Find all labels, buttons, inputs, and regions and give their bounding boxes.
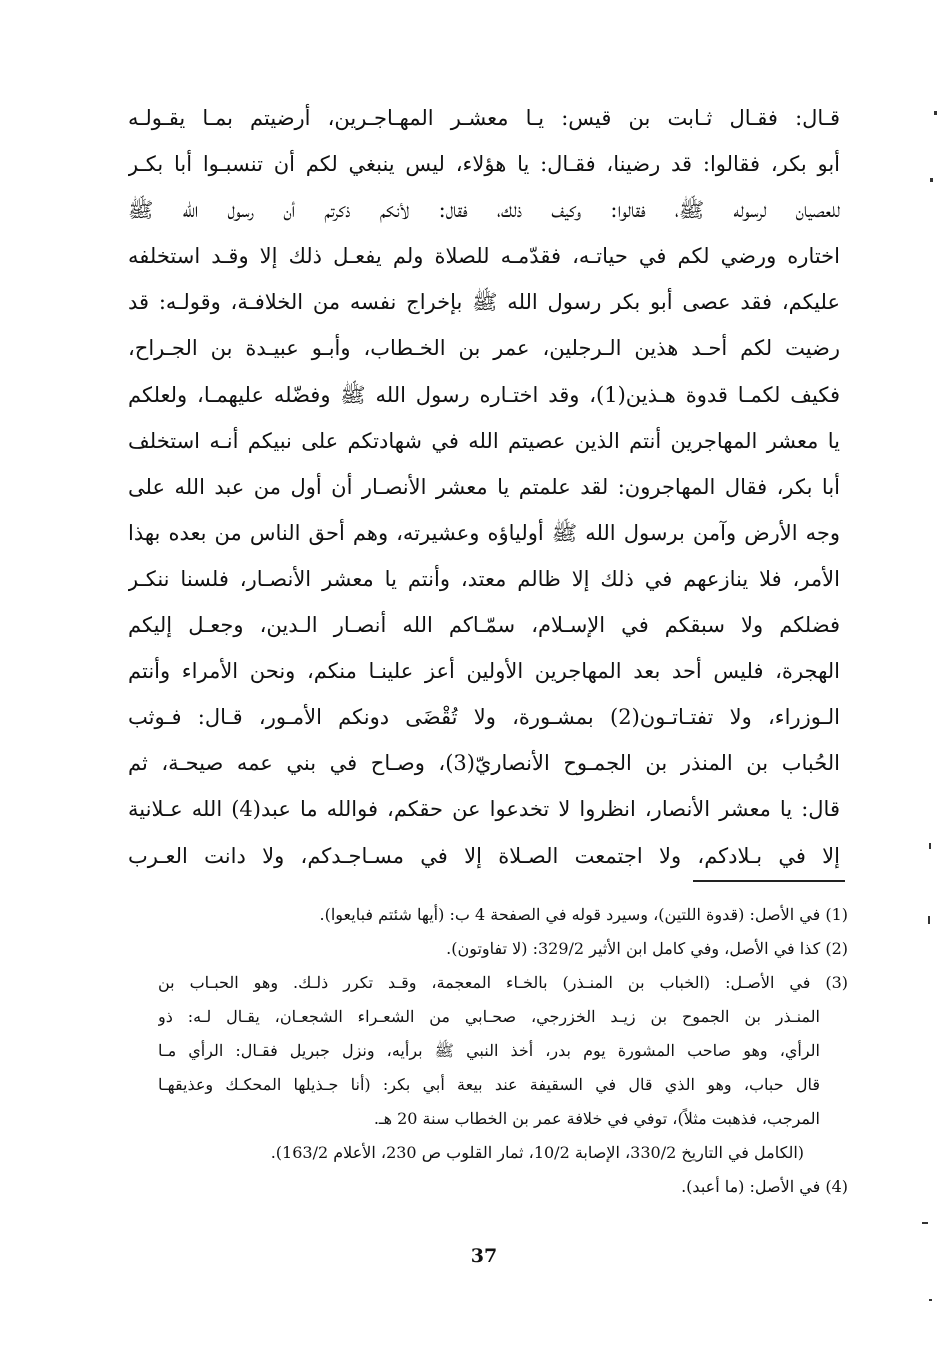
footnote-separator [693, 880, 845, 882]
main-text-line: الحُباب بن المنذر بن الجمـوح الأنصاريّ(3)، وصـاح في بني عمه صيحـة، ثم [128, 751, 840, 776]
main-text-line: الـوزراء، ولا تفتـاتـون(2) بمشـورة، ولا تُقْضَى دونكم الأمـور، قـال: فـوثب [128, 705, 840, 730]
main-text-line: للعصيان لرسوله ﷺ، فقالوا: وكيف ذلك، فقال: لأنكم ذكرتم أن رسول الله ﷺ [128, 198, 840, 223]
main-text-line: أبو بكر، فقالوا: قد رضينا، فقـال: يا هؤلاء، ليس ينبغي لكم أن تنسبـوا أبا بكـر [128, 152, 840, 177]
scan-speck [929, 1299, 932, 1301]
main-text-line: رضيت لكم أحـد هذين الـرجلين، عمر بن الخـطاب، وأبـو عبيـدة بن الجـراح، [128, 336, 840, 361]
footnote-line: (4) في الأصل: (ما أعبد). [681, 1177, 848, 1196]
main-text-line: إلا في بـلادكم، ولا اجتمعت الصـلاة إلا في مسـاجـدكم، ولا دانت العـرب [128, 843, 840, 868]
scan-speck [922, 1222, 928, 1224]
footnote-line: المنـذر بن الجموح بن زيـد الخزرجي، صحـابي من الشعـراء الشجعـان، يقـال لـه: ذو [158, 1007, 820, 1026]
main-text-line: قال: يا معشر الأنصار، انظروا لا تخدعوا عن حقكم، فوالله ما عبد(4) الله عـلانية [128, 797, 840, 822]
main-text-block [128, 95, 840, 879]
footnotes-block [158, 898, 848, 1204]
main-text-line: فضلكم ولا سبقكم في الإسـلام، سمّـاكم الله أنصـار الـدين، وجعـل إليكم [128, 613, 840, 638]
main-text-line: قـال: فقـال ثـابت بن قيس: يـا معشـر المهـاجـرين، أرضيتم بمـا يقـولـه [128, 106, 840, 130]
footnote-line: المرجب، فذهبت مثلاً)، توفي في خلافة عمر بن الخطاب سنة 20 هـ. [373, 1109, 820, 1128]
footnote-line: (1) في الأصل: (قدوة اللتين)، وسيرد قوله في الصفحة 4 ب: (أيها شئتم فبايعوا). [319, 905, 848, 924]
main-text-line: عليكم، فقد عصى أبو بكر رسول الله ﷺ بإخراج نفسه من الخلافـة، وقولـه: قد [128, 290, 840, 315]
main-text-line: يا معشر المهاجرين أنتم الذين عصيتم الله في شهادتكم على نبيكم أنـه استخلف [128, 428, 840, 453]
scan-speck [929, 843, 931, 849]
footnote-line: الرأي، وهو صاحب المشورة يوم بدر، أخذ النبي ﷺ برأيه، ونزل جبريل فقـال: الرأي مـا [158, 1041, 820, 1060]
scan-speck [928, 916, 930, 924]
footnote-line: قال حباب، وهو الذي قال في السقيفة عند بيعة أبي بكر: (أنا جـذيلها المحكـك وعذيقهـا [158, 1075, 821, 1094]
main-text-line: الأمر، فلا ينازعهم في ذلك إلا ظالم معتد، وأنتم يا معشر الأنصـار، فلسنا ننكـر [128, 566, 840, 591]
footnote-line: (3) في الأصـل: (الخباب بن المنـذر) بالخـاء المعجمة، وقـد تكرر ذلـك. وهو الحبـاب بن [158, 973, 848, 992]
page-number: 37 [470, 1245, 498, 1267]
footnote-citation-line: (الكامل في التاريخ 330/2، الإصابة 10/2، ثمار القلوب ص 230، الأعلام 163/2). [270, 1143, 804, 1162]
scan-speck [930, 178, 933, 182]
footnote-line: (2) كذا في الأصل، وفي كامل ابن الأثير 329/2: (لا تفاوتون). [446, 939, 848, 958]
main-text-line: الهجرة، فليس أحد بعد المهاجرين الأولين أعز علينـا منكم، ونحن الأمراء وأنتم [128, 659, 840, 684]
main-text-line: فكيف لكمـا قدوة هـذين(1)، وقد اختـاره رسول الله ﷺ وفضّله عليهمـا، ولعلكم [128, 382, 840, 407]
main-text-line: أبا بكر، فقال المهاجرون: لقد علمتم يا معشر الأنصـار أن أول من عبد الله على [128, 474, 840, 499]
main-text-line: اختاره ورضي لكم في حياتـه، فقدّمـه للصلاة ولم يفعـل ذلك إلا وقـد استخلفه [128, 244, 840, 269]
scan-speck [934, 111, 937, 115]
main-text-line: وجه الأرض وآمن برسول الله ﷺ أولياؤه وعشيرته، وهم أحق الناس من بعده بهذا [128, 520, 840, 545]
